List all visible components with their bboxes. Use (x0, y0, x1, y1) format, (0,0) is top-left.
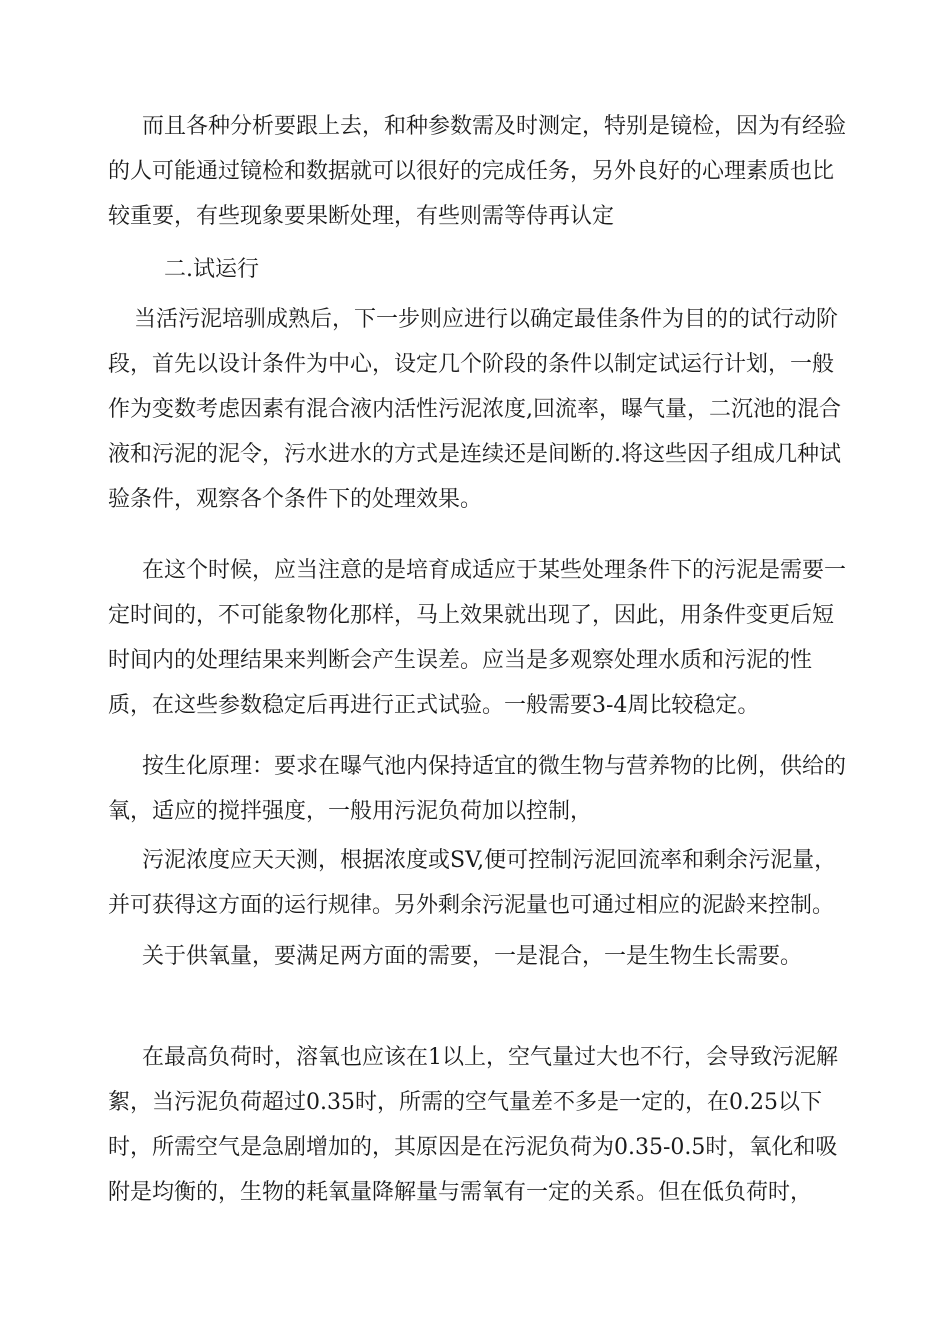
paragraph-analysis: 而且各种分析要跟上去，和种参数需及时测定，特别是镜检，因为有经验的人可能通过镜检和数据就可以很好的完成任务，另外良好的心理素质也比较重要，有些现象要果断处理，有些则需等侍再认定 (108, 114, 847, 229)
paragraph-sludge-concentration: 污泥浓度应天天测，根据浓度或SV,便可控制污泥回流率和剩余污泥量，并可获得这方面的运行规律。另外剩余污泥量也可通过相应的泥龄来控制。 (108, 848, 837, 918)
paragraph-biochem-principle: 按生化原理：要求在曝气池内保持适宜的微生物与营养物的比例，供给的氧，适应的搅拌强度，一般用污泥负荷加以控制， (108, 754, 847, 824)
paragraph-oxygen-supply: 关于供氧量，要满足两方面的需要，一是混合，一是生物生长需要。 (142, 944, 803, 969)
paragraph-timing-note: 在这个时候，应当注意的是培育成适应于某些处理条件下的污泥是需要一定时间的，不可能象物化那样，马上效果就出现了，因此，用条件变更后短时间内的处理结果来判断会产生误差。应当是多观察处理水质和污泥的性质，在这些参数稳定后再进行正式试验。一般需要3-4周比较稳定。 (108, 558, 847, 718)
paragraph-trial-stage: 当活污泥培驯成熟后，下一步则应进行以确定最佳条件为目的的试行动阶段，首先以设计条件为中心，设定几个阶段的条件以制定试运行计划，一般作为变数考虑因素有混合液内活性污泥浓度,回流率，曝气量，二沉池的混合液和污泥的泥令，污水进水的方式是连续还是间断的.将这些因子组成几种试验条件，观察各个条件下的处理效果。 (108, 307, 841, 512)
paragraph-peak-load: 在最高负荷时，溶氧也应该在1以上，空气量过大也不行，会导致污泥解絮，当污泥负荷超过0.35时，所需的空气量差不多是一定的，在0.25以下时，所需空气是急剧增加的，其原因是在污泥负荷为0.35-0.5时，氧化和吸附是均衡的，生物的耗氧量降解量与需氧有一定的关系。但在低负荷时， (108, 1045, 838, 1205)
section-heading-trial-run: 二.试运行 (164, 257, 259, 282)
